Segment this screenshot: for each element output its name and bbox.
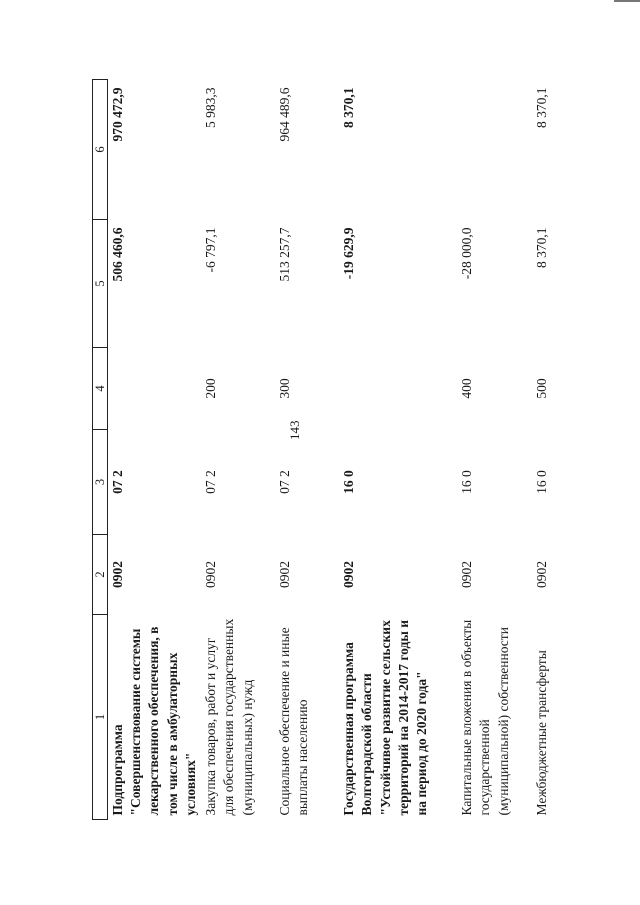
expense-type-code: 300 <box>277 378 293 399</box>
row-name: Социальное обеспечение и иные выплаты населению <box>277 627 311 816</box>
table-row <box>201 80 275 820</box>
column-header-4: 4 <box>93 348 108 430</box>
row-name: Государственная программа Волгоградской области "Устойчивое развитие сельских территорий на 2014-2017 годы и на период до 2020 года" <box>341 619 429 816</box>
rotated-table-container <box>92 80 637 820</box>
row-name: Подпрограмма "Совершенствование системы лекарственного обеспечения, в том числе в амбулаторных условиях" <box>110 626 198 816</box>
row-name: Закупка товаров, работ и услуг для обеспечения государственных (муниципальных) нужд <box>203 618 255 816</box>
column-header-2: 2 <box>93 535 108 615</box>
total-amount: 970 472,9 <box>110 87 125 142</box>
program-code: 07 2 <box>277 470 293 494</box>
program-code: 16 0 <box>341 470 357 494</box>
section-code: 0902 <box>459 561 475 588</box>
program-code: 16 0 <box>459 470 475 494</box>
row-name: Капитальные вложения в объекты государственной (муниципальной) собственности <box>459 619 511 816</box>
expense-type-code: 500 <box>534 378 550 399</box>
change-amount: 8 370,1 <box>534 227 550 268</box>
column-header-1: 1 <box>93 615 108 820</box>
total-amount: 8 370,1 <box>341 87 357 128</box>
total-amount: 5 983,3 <box>203 87 219 128</box>
section-code: 0902 <box>203 561 219 588</box>
change-amount: 506 460,6 <box>110 227 125 282</box>
page-number: 143 <box>287 420 302 440</box>
program-code: 16 0 <box>534 470 550 494</box>
section-code: 0902 <box>277 561 293 588</box>
table-row <box>532 80 584 820</box>
column-header-5: 5 <box>93 220 108 348</box>
table-row <box>339 80 457 820</box>
section-code: 0902 <box>341 561 357 588</box>
total-amount: 8 370,1 <box>534 87 550 128</box>
row-name: Межбюджетные трансферты <box>534 650 550 816</box>
section-code: 0902 <box>534 561 550 588</box>
change-amount: -6 797,1 <box>203 227 219 273</box>
program-code: 07 2 <box>203 470 219 494</box>
table-row <box>275 80 339 820</box>
change-amount: -19 629,9 <box>341 227 357 280</box>
expense-type-code: 400 <box>459 378 475 399</box>
total-amount <box>457 80 532 220</box>
table-row <box>108 80 202 820</box>
expense-type-code <box>339 348 457 430</box>
header-row <box>93 80 108 820</box>
total-amount: 964 489,6 <box>277 87 293 142</box>
expense-type-code <box>108 348 202 430</box>
table-row <box>457 80 532 820</box>
corner-mark <box>614 0 640 2</box>
expense-type-code: 200 <box>203 378 219 399</box>
column-header-3: 3 <box>93 430 108 535</box>
section-code: 0902 <box>110 561 125 588</box>
column-header-6: 6 <box>93 80 108 220</box>
program-code: 07 2 <box>110 470 125 494</box>
budget-table <box>92 79 584 820</box>
change-amount: -28 000,0 <box>459 227 475 280</box>
change-amount: 513 257,7 <box>277 227 293 282</box>
